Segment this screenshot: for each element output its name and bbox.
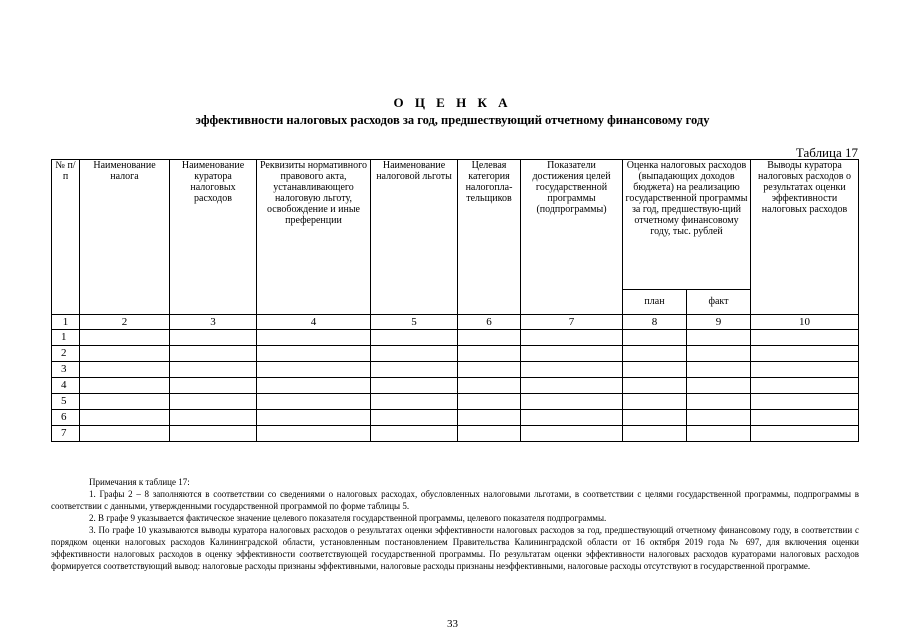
header-tax-name: Наименование налога [80, 160, 170, 315]
column-number: 3 [170, 315, 257, 330]
page-number: 33 [447, 618, 458, 630]
column-number: 2 [80, 315, 170, 330]
header-target-category: Целевая категория налогопла-тельщиков [458, 160, 521, 315]
row-number: 7 [52, 426, 80, 442]
row-number: 3 [52, 362, 80, 378]
column-number: 9 [687, 315, 751, 330]
note-3: 3. По графе 10 указываются выводы куратора налоговых расходов о результатах оценки эффективности налоговых расходов за год, предшествующий отчетному финансовому году, в соответствии с порядком оценки налоговых расходов Калининградской области, установленным постановлением Правительства Калининградской области от 16 октября 2019 года № 697, для включения оценки эффективности налоговых расходов в оценку эффективности соответствующей государственной программы. По результатам оценки эффективности налоговых расходов кураторами налоговых расходов формируется соответствующий вывод: налоговые расходы признаны эффективными, налоговые расходы признаны неэффективными, налоговые расходы отсутствуют в государственной программе. [51, 525, 859, 571]
header-conclusions: Выводы куратора налоговых расходов о результатах оценки эффективности налоговых расходов [751, 160, 859, 315]
header-num: № п/п [52, 160, 80, 315]
table-row [52, 394, 859, 410]
column-number: 4 [257, 315, 371, 330]
header-plan: план [623, 289, 687, 314]
header-legal-act: Реквизиты нормативного правового акта, устанавливающего налоговую льготу, освобождение и иные преференции [257, 160, 371, 315]
assessment-table [51, 159, 859, 442]
header-indicators: Показатели достижения целей государственной программы (подпрограммы) [521, 160, 623, 315]
document-title: О Ц Е Н К А [393, 95, 512, 110]
header-curator: Наименование куратора налоговых расходов [170, 160, 257, 315]
table-row [52, 362, 859, 378]
row-number: 1 [52, 330, 80, 346]
column-number: 7 [521, 315, 623, 330]
row-number: 2 [52, 346, 80, 362]
table-row [52, 330, 859, 346]
note-2: 2. В графе 9 указывается фактическое значение целевого показателя государственной программы, целевого показателя подпрограммы. [89, 513, 607, 523]
column-number: 6 [458, 315, 521, 330]
header-fact: факт [687, 289, 751, 314]
column-number: 1 [52, 315, 80, 330]
header-row [52, 160, 859, 290]
table-row [52, 378, 859, 394]
column-number: 5 [371, 315, 458, 330]
table-notes [51, 476, 859, 572]
row-number: 4 [52, 378, 80, 394]
table-row [52, 426, 859, 442]
column-number-row [52, 315, 859, 330]
table-label: Таблица 17 [795, 145, 858, 160]
note-1: 1. Графы 2 – 8 заполняются в соответствии со сведениями о налоговых расходах, обусловленных налоговыми льготами, в соответствии с целями государственной программы, подпрограммы в соответствии с данными, утвержденными государственной программой по форме таблицы 5. [51, 489, 859, 511]
column-number: 10 [751, 315, 859, 330]
notes-heading: Примечания к таблице 17: [89, 477, 190, 487]
header-benefit-name: Наименование налоговой льготы [371, 160, 458, 315]
document-subtitle: эффективности налоговых расходов за год, предшествующий отчетному финансовому году [195, 113, 710, 127]
header-assessment: Оценка налоговых расходов (выпадающих доходов бюджета) на реализацию государственной программы за год, предшествую-щий отчетному финансовому году, тыс. рублей [623, 160, 751, 290]
row-number: 6 [52, 410, 80, 426]
column-number: 8 [623, 315, 687, 330]
table-row [52, 346, 859, 362]
row-number: 5 [52, 394, 80, 410]
table-row [52, 410, 859, 426]
